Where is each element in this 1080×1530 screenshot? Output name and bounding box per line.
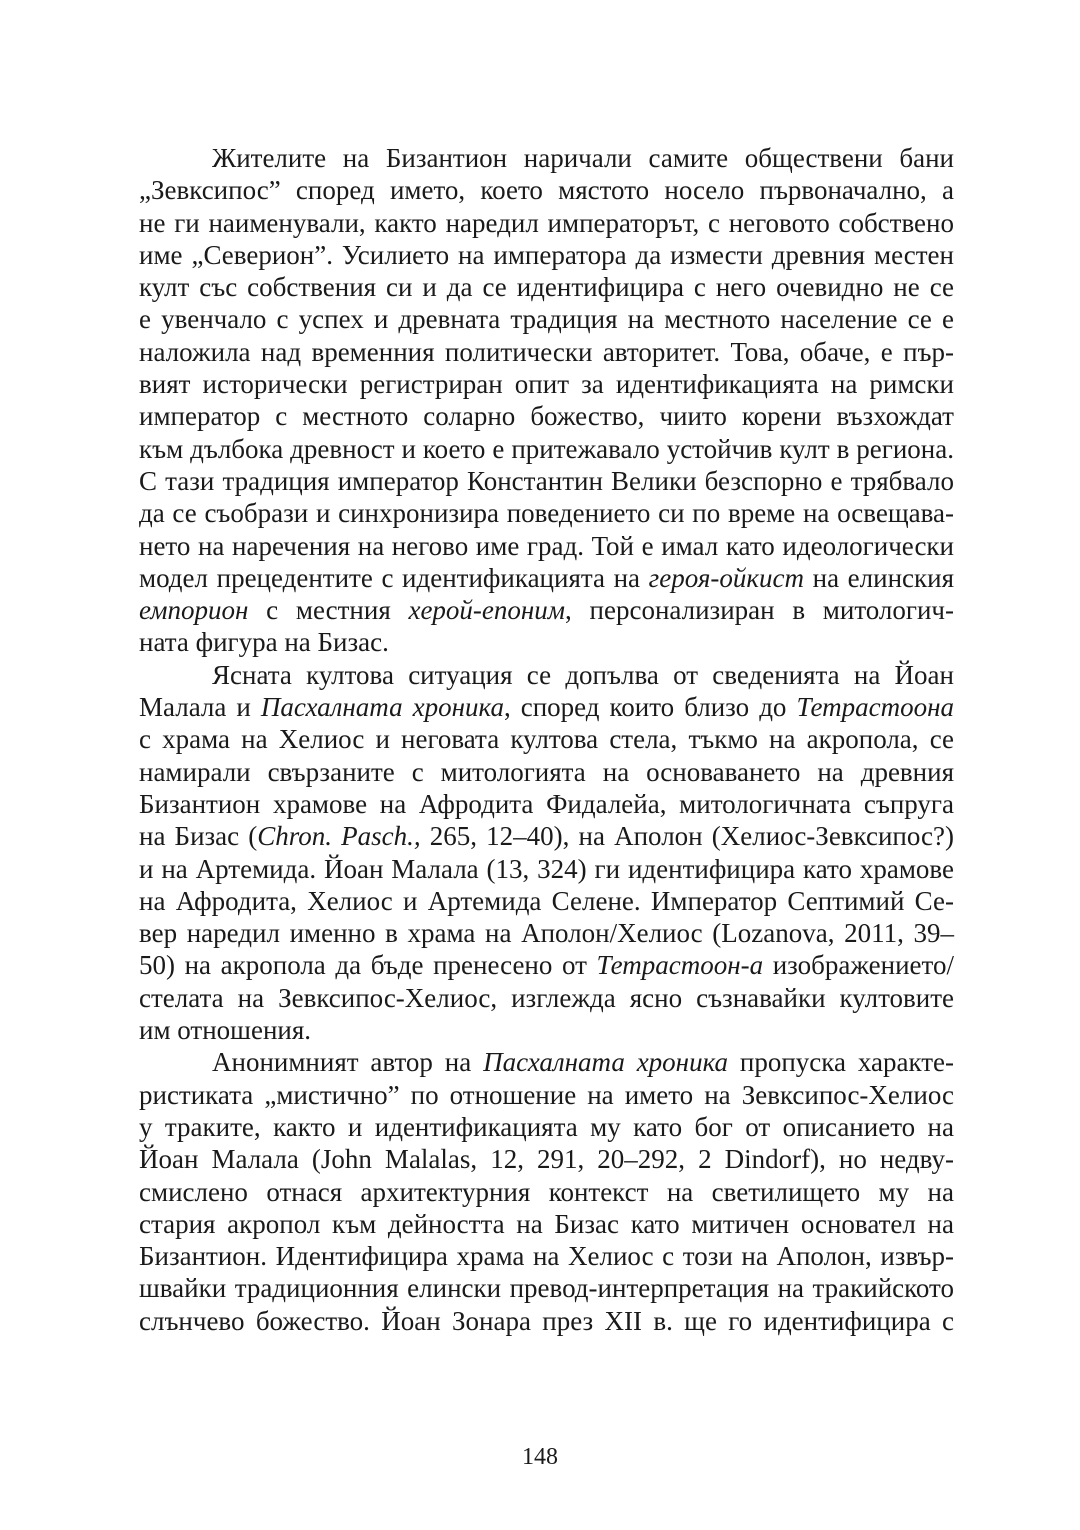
italic-term: херой-епоним: [408, 595, 566, 626]
text-line: [139, 626, 954, 658]
text-segment: у траките, както и идентификацията му като бог от описанието на: [139, 1111, 954, 1142]
text-line: [139, 982, 954, 1014]
text-line: [139, 1014, 954, 1046]
text-line: [139, 691, 954, 723]
text-segment: 50) на акропола да бъде пренесено от: [139, 950, 597, 981]
text-segment: на Афродита, Хелиос и Артемида Селене. Император Септимий Се-: [139, 885, 954, 916]
text-line: [139, 400, 954, 432]
text-line: [139, 1208, 954, 1240]
text-segment: не ги наименували, както наредил императорът, с неговото собствено: [139, 207, 954, 238]
italic-term: Chron. Pasch.,: [257, 821, 421, 852]
text-segment: на Бизас (: [139, 821, 258, 852]
text-segment: с храма на Хелиос и неговата култова стела, тъкмо на акропола, се: [139, 724, 954, 755]
text-line: [139, 1046, 954, 1078]
text-line: [139, 1305, 954, 1337]
text-segment: Ясната култова ситуация се допълва от сведенията на Йоан: [212, 659, 954, 690]
text-segment: вият исторически регистриран опит за идентификацията на римски: [139, 369, 954, 400]
text-line: [139, 594, 954, 626]
text-line: [139, 303, 954, 335]
text-segment: смислено отнася архитектурния контекст на светилището му на: [139, 1176, 954, 1207]
text-line: [139, 465, 954, 497]
text-line: [139, 239, 954, 271]
text-segment: 265, 12–40), на Аполон (Хелиос-Зевксипос?): [420, 821, 955, 852]
text-segment: слънчево божество. Йоан Зонара през XII в. ще го идентифицира с: [139, 1305, 954, 1336]
text-segment: С тази традиция император Константин Велики безспорно е трябвало: [139, 465, 954, 496]
text-line: [139, 917, 954, 949]
text-segment: с местния: [248, 595, 409, 626]
text-line: [139, 1111, 954, 1143]
text-segment: „Зевксипос” според името, което мястото носело първоначално, а: [139, 175, 954, 206]
text-segment: Малала и: [139, 692, 261, 723]
text-line: [139, 1272, 954, 1304]
text-segment: швайки традиционния елински превод-интерпретация на тракийското: [139, 1273, 954, 1304]
text-segment: и на Артемида. Йоан Малала (13, 324) ги идентифицира като храмове: [139, 853, 954, 884]
text-line: [139, 368, 954, 400]
text-line: [139, 336, 954, 368]
body-text: [139, 142, 954, 1337]
text-segment: изображението/: [763, 950, 954, 981]
text-segment: култ със собствения си и да се идентифицира с него очевидно не се: [139, 272, 954, 303]
italic-term: емпорион: [139, 595, 249, 626]
text-segment: на елинския: [804, 562, 954, 593]
text-line: [139, 1079, 954, 1111]
text-segment: император с местното соларно божество, чиито корени възхождат: [139, 401, 954, 432]
text-segment: наложила над временния политически авторитет. Това, обаче, е пър-: [139, 336, 954, 367]
text-line: [139, 530, 954, 562]
text-segment: да се съобрази и синхронизира поведението си по време на освещава-: [139, 498, 954, 529]
text-line: [139, 1240, 954, 1272]
text-line: [139, 659, 954, 691]
paragraph: [139, 1046, 954, 1337]
text-line: [139, 1176, 954, 1208]
page-number: 148: [522, 1444, 558, 1470]
text-line: [139, 174, 954, 206]
text-segment: , според които близо до: [503, 692, 797, 723]
text-line: [139, 271, 954, 303]
text-line: [139, 207, 954, 239]
text-segment: Бизантион. Идентифицира храма на Хелиос с този на Аполон, извър-: [139, 1241, 954, 1272]
italic-term: Тетрастоона: [796, 692, 954, 723]
italic-term: Пасхалната хроника: [260, 692, 504, 723]
italic-term: Тетрастоон-а: [596, 950, 764, 981]
text-line: [139, 723, 954, 755]
text-line: [139, 562, 954, 594]
paragraph: [139, 659, 954, 1047]
text-segment: ристиката „мистично” по отношение на името на Зевксипос-Хелиос: [139, 1079, 954, 1110]
text-line: [139, 949, 954, 981]
text-segment: вер наредил именно в храма на Аполон/Хелиос (Lozanova, 2011, 39–: [139, 918, 954, 949]
italic-term: героя-ойкист: [648, 562, 804, 593]
text-segment: , персонализиран в митологич-: [565, 595, 954, 626]
text-segment: стелата на Зевксипос-Хелиос, изглежда ясно съзнавайки култовите: [139, 982, 954, 1013]
text-line: [139, 433, 954, 465]
text-line: [139, 853, 954, 885]
text-segment: е увенчало с успех и древната традиция на местното население се е: [139, 304, 954, 335]
text-segment: им отношения.: [139, 1015, 312, 1046]
text-segment: Анонимният автор на: [212, 1047, 484, 1078]
text-segment: пропуска характе-: [728, 1047, 954, 1078]
text-segment: нето на наречения на негово име град. Той е имал като идеологически: [139, 530, 954, 561]
text-segment: Йоан Малала (John Malalas, 12, 291, 20–292, 2 Dindorf), но недву-: [139, 1144, 954, 1175]
text-line: [139, 1143, 954, 1175]
text-segment: към дълбока древност и което е притежавало устойчив култ в региона.: [139, 433, 954, 464]
text-segment: модел прецедентите с идентификацията на: [139, 562, 649, 593]
text-line: [139, 497, 954, 529]
text-segment: Бизантион храмове на Афродита Фидалейа, митологичната съпруга: [139, 788, 954, 819]
text-segment: намирали свързаните с митологията на основаването на древния: [139, 756, 954, 787]
text-line: [139, 788, 954, 820]
italic-term: Пасхалната хроника: [483, 1047, 729, 1078]
text-line: [139, 885, 954, 917]
text-segment: име „Северион”. Усилието на императора да измести древния местен: [139, 239, 954, 270]
text-segment: стария акропол към дейността на Бизас като митичен основател на: [139, 1208, 954, 1239]
text-line: [139, 756, 954, 788]
text-line: [139, 142, 954, 174]
paragraph: [139, 142, 954, 659]
text-line: [139, 820, 954, 852]
text-segment: Жителите на Бизантион наричали самите обществени бани: [212, 143, 954, 173]
text-segment: ната фигура на Бизас.: [139, 627, 389, 658]
